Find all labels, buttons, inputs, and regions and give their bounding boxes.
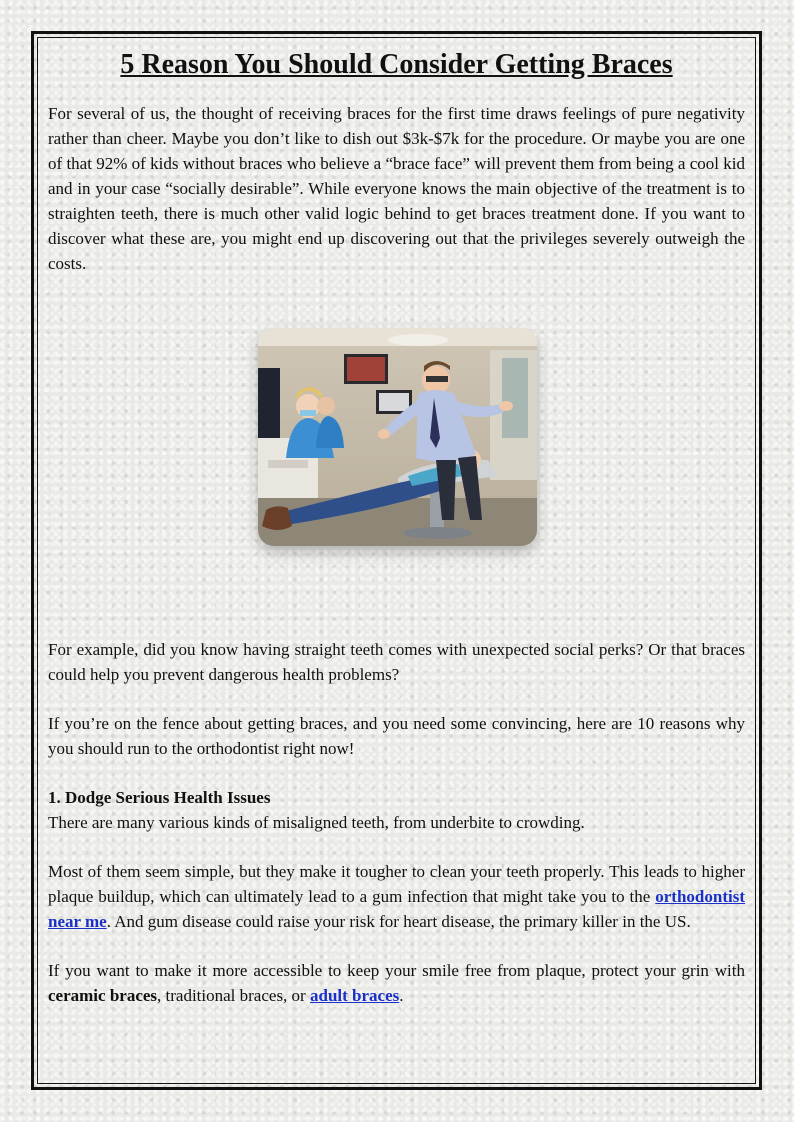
page-title: 5 Reason You Should Consider Getting Braces bbox=[120, 49, 673, 80]
section-heading-health: 1. Dodge Serious Health Issues bbox=[48, 788, 271, 807]
article-body bbox=[48, 637, 745, 1008]
paragraph-accessible bbox=[48, 958, 745, 1008]
orthodontist-near-me-link[interactable]: orthodontist near me bbox=[48, 887, 745, 931]
plaque-text-end: . And gum disease could raise your risk for heart disease, the primary killer in the US. bbox=[106, 912, 691, 931]
paragraph-fence: If you’re on the fence about getting braces, and you need some convincing, here are 10 reasons why you should run to the orthodontist right now! bbox=[48, 714, 745, 758]
article-top bbox=[48, 45, 745, 276]
paragraph-plaque bbox=[48, 859, 745, 934]
accessible-text-mid: , traditional braces, or bbox=[157, 986, 310, 1005]
plaque-text-start: Most of them seem simple, but they make it tougher to clean your teeth properly. This leads to higher plaque buildup, which can ultimately lead to a gum infection that might take you to the bbox=[48, 862, 745, 906]
accessible-text-start: If you want to make it more accessible to keep your smile free from plaque, protect your grin with bbox=[48, 961, 745, 980]
accessible-text-end: . bbox=[399, 986, 404, 1005]
orthodontist-photo bbox=[258, 328, 537, 546]
paragraph-example: For example, did you know having straight teeth comes with unexpected social perks? Or that braces could help you prevent dangerous health problems? bbox=[48, 640, 745, 684]
ceramic-braces-text: ceramic braces bbox=[48, 986, 158, 1005]
section-intro-line: There are many various kinds of misaligned teeth, from underbite to crowding. bbox=[48, 813, 585, 832]
intro-paragraph: For several of us, the thought of receiving braces for the first time draws feelings of pure negativity rather than cheer. Maybe you don’t like to dish out $3k-$7k for the procedure. Or maybe you are one of that 92% of kids without braces who believe a “brace face” will prevent them from being a cool kid and in your case “socially desirable”. While everyone knows the main objective of the treatment is to straighten teeth, there is much other valid logic behind to get braces treatment done. If you want to discover what these are, you might end up discovering out that the privileges severely outweigh the costs. bbox=[48, 104, 745, 273]
adult-braces-link[interactable]: adult braces bbox=[309, 986, 400, 1005]
